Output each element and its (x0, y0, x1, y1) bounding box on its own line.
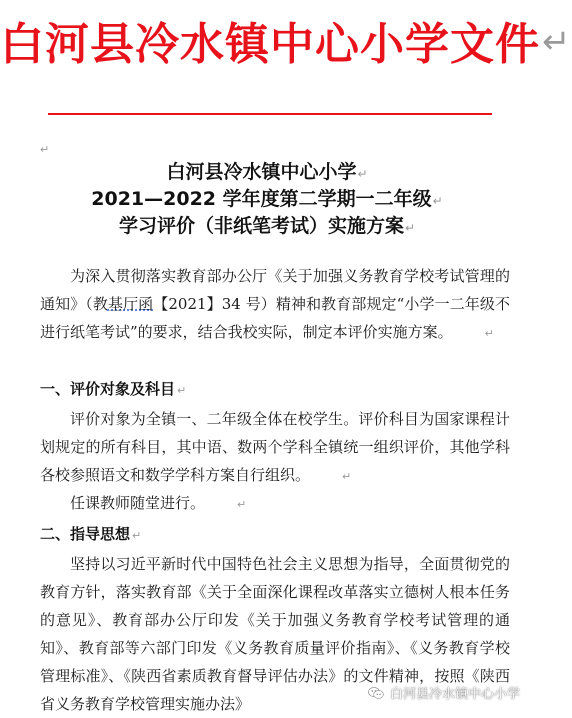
paragraph-mark-icon: ↵ (40, 143, 50, 156)
section2-paragraph: 坚持以习近平新时代中国特色社会主义思想为指导，全面贯彻党的教育方针，落实教育部《关于全面深化课程改革落实立德树人根本任务的意见》、教育部办公厅印发《关于加强义务教育学校考试管理的通知》、教育部等六部门印发《义务教育质量评价指南》、《义务教育学校管理标准》、《陕西省素质教育督导评估办法》的文件精神，按照《陕西省义务教育学校管理实施办法》 (40, 555, 510, 713)
title-line: 2021—2022 学年度第二学期一二年级↵ (0, 187, 534, 214)
title-line: 学习评价（非纸笔考试）实施方案↵ (0, 214, 534, 241)
paragraph-mark-icon: ↵ (177, 384, 187, 397)
paragraph-mark-icon: ↵ (342, 470, 352, 483)
intro-paragraph: 为深入贯彻落实教育部办公厅《关于加强义务教育学校考试管理的通知》（教基厅函【2021】34 号）精神和教育部规定“小学一二年级不进行纸笔考试”的要求，结合我校实际，制定本评价实施方案。 ↵ (40, 262, 510, 348)
section1-paragraph-2: 任课教师随堂进行。 ↵ (40, 489, 510, 519)
spelling-flag: 基厅函 (107, 295, 154, 313)
section-heading-1: 一、评价对象及科目 ↵ (40, 376, 186, 404)
section1-paragraph: 评价对象为全镇一、二年级全体在校学生。评价科目为国家课程计划规定的所有科目，其中语、数两个学科全镇统一组织评价，其他学科各校参照语文和数学学科方案自行组织。 ↵ (40, 405, 510, 491)
paragraph-mark-icon: ↵ (542, 22, 572, 62)
wechat-icon (368, 686, 384, 700)
paragraph-mark-icon: ↵ (132, 529, 142, 542)
letterhead-divider (48, 113, 492, 115)
title-line: 白河县冷水镇中心小学↵ (0, 160, 534, 187)
paragraph-mark-icon: ↵ (432, 194, 443, 208)
paragraph-mark-icon: ↵ (484, 327, 494, 340)
letterhead (0, 14, 572, 73)
watermark-text: 白河县冷水镇中心小学 (389, 687, 520, 702)
watermark (368, 683, 520, 702)
paragraph-mark-icon: ↵ (237, 498, 247, 511)
document-title (0, 160, 534, 241)
paragraph-mark-icon: ↵ (357, 167, 368, 181)
section-heading-2: 二、指导思想 ↵ (40, 521, 141, 549)
paragraph-mark-icon: ↵ (404, 221, 416, 235)
empty-paragraph (40, 143, 49, 156)
letterhead-title: 白河县冷水镇中心小学文件 (0, 19, 540, 70)
